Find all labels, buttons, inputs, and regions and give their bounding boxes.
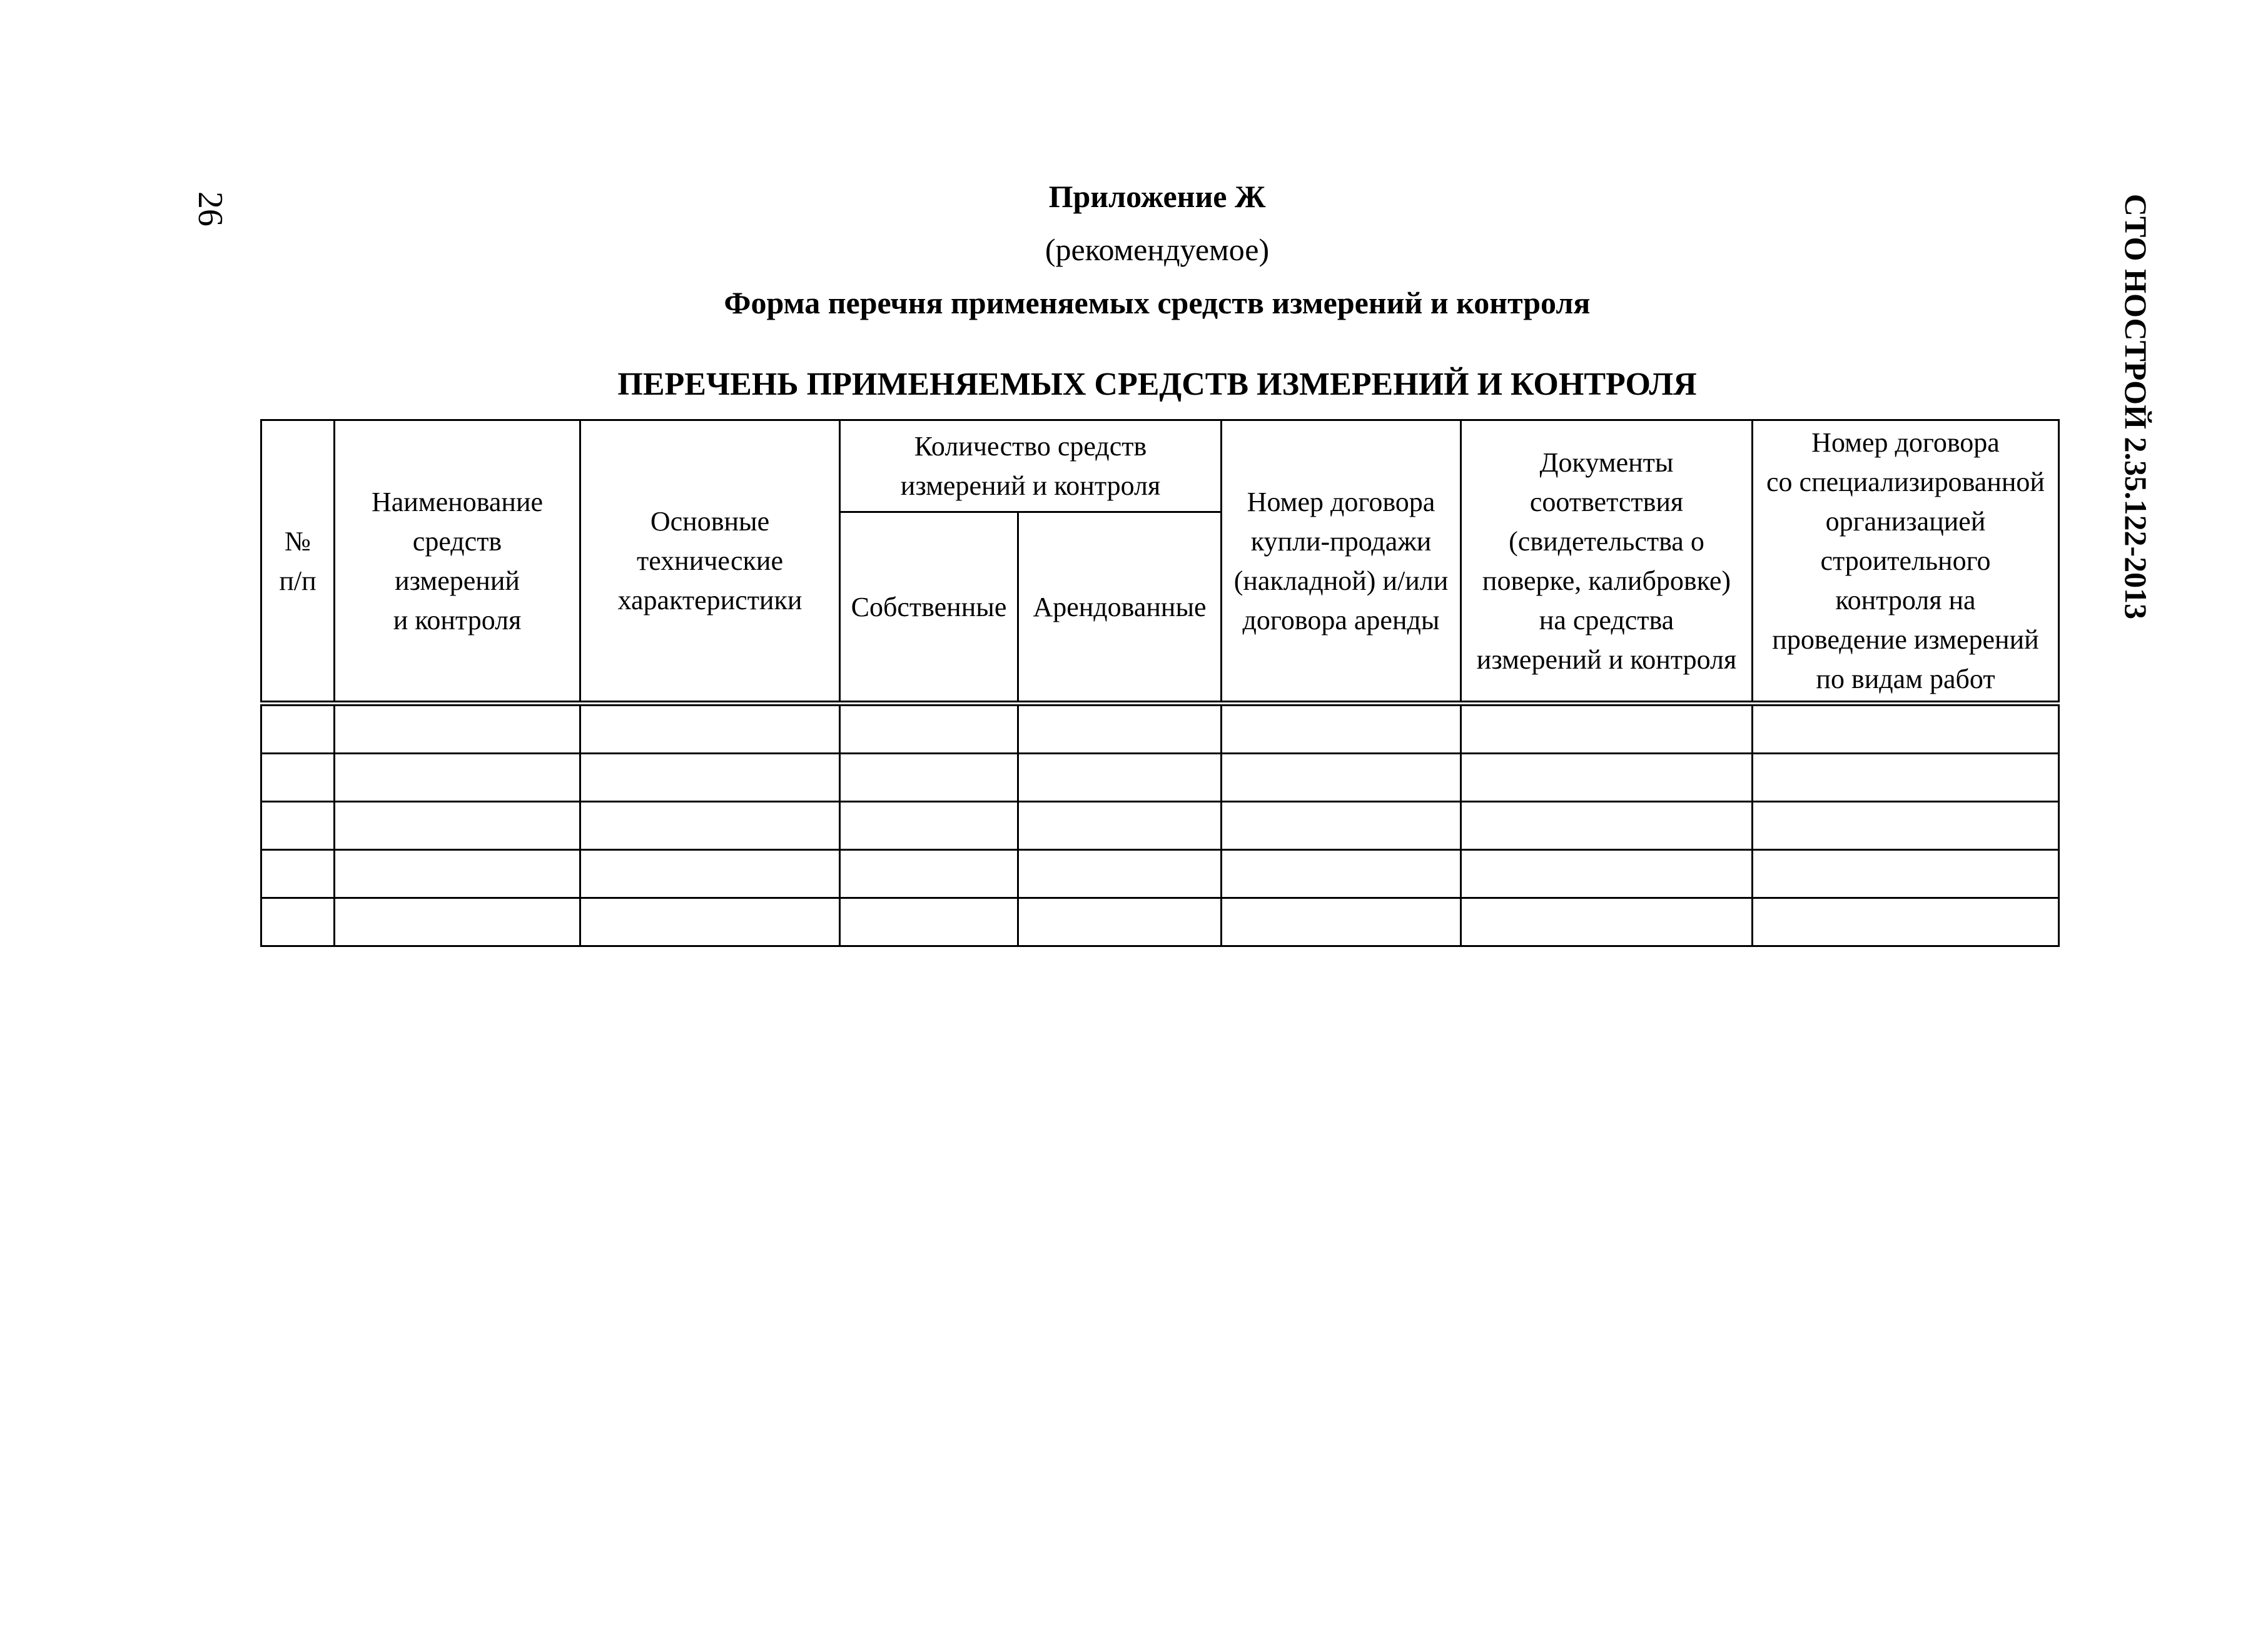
- table-cell: [1753, 704, 2059, 754]
- table-row: [261, 754, 2059, 802]
- table-row: [261, 704, 2059, 754]
- header-name: Наименование средств измерений и контроля: [335, 420, 580, 704]
- table-title: ПЕРЕЧЕНЬ ПРИМЕНЯЕМЫХ СРЕДСТВ ИЗМЕРЕНИЙ И КОНТРОЛЯ: [617, 367, 1697, 402]
- appendix-status: (рекомендуемое): [1045, 232, 1270, 267]
- table-cell: [1018, 802, 1222, 850]
- table-cell: [840, 704, 1018, 754]
- document-code-text: СТО НОСТРОЙ 2.35.122-2013: [2119, 193, 2154, 620]
- table-cell: [1753, 898, 2059, 946]
- table-row: [261, 898, 2059, 946]
- table-cell: [1222, 754, 1461, 802]
- table-cell: [1018, 850, 1222, 898]
- header-documents: Документы соответствия (свидетельства о поверке, калибровке) на средства измерений и контроля: [1461, 420, 1753, 704]
- table-cell: [1461, 802, 1753, 850]
- table-cell: [1753, 754, 2059, 802]
- form-title: Форма перечня применяемых средств измерений и контроля: [724, 285, 1591, 320]
- table-cell: [1222, 802, 1461, 850]
- table-cell: [335, 850, 580, 898]
- table-cell: [261, 704, 335, 754]
- appendix-title: Приложение Ж: [1048, 179, 1266, 214]
- header-organization-contract: Номер договора со специализированной организацией строительного контроля на проведение измерений по видам работ: [1753, 420, 2059, 704]
- header-specs: Основные технические характеристики: [580, 420, 840, 704]
- table-row: [261, 850, 2059, 898]
- table-cell: [580, 850, 840, 898]
- table-cell: [1753, 802, 2059, 850]
- page-number: 26: [191, 191, 230, 226]
- table-cell: [1018, 754, 1222, 802]
- table-cell: [840, 850, 1018, 898]
- table-cell: [580, 704, 840, 754]
- table-cell: [840, 802, 1018, 850]
- table-cell: [840, 754, 1018, 802]
- header-quantity-group: Количество средств измерений и контроля: [840, 420, 1222, 512]
- document-code-header: [2114, 188, 2158, 625]
- table-cell: [261, 802, 335, 850]
- table-cell: [335, 898, 580, 946]
- table-cell: [1753, 850, 2059, 898]
- table-row: [261, 802, 2059, 850]
- table-cell: [1018, 704, 1222, 754]
- table-cell: [1461, 754, 1753, 802]
- table-cell: [1222, 850, 1461, 898]
- table-cell: [1018, 898, 1222, 946]
- table-cell: [335, 754, 580, 802]
- table-cell: [261, 898, 335, 946]
- header-rented: Арендованные: [1018, 512, 1222, 704]
- table-cell: [1222, 704, 1461, 754]
- table-cell: [580, 754, 840, 802]
- table-cell: [335, 704, 580, 754]
- table-cell: [335, 802, 580, 850]
- table-cell: [261, 850, 335, 898]
- table-cell: [580, 898, 840, 946]
- table-cell: [261, 754, 335, 802]
- table-cell: [840, 898, 1018, 946]
- header-number: № п/п: [261, 420, 335, 704]
- table-cell: [1461, 704, 1753, 754]
- header-own: Собственные: [840, 512, 1018, 704]
- table-cell: [1461, 850, 1753, 898]
- table-cell: [580, 802, 840, 850]
- table-cell: [1222, 898, 1461, 946]
- table-cell: [1461, 898, 1753, 946]
- header-contract: Номер договора купли-продажи (накладной) и/или договора аренды: [1222, 420, 1461, 704]
- measurement-instruments-table: [260, 419, 2060, 947]
